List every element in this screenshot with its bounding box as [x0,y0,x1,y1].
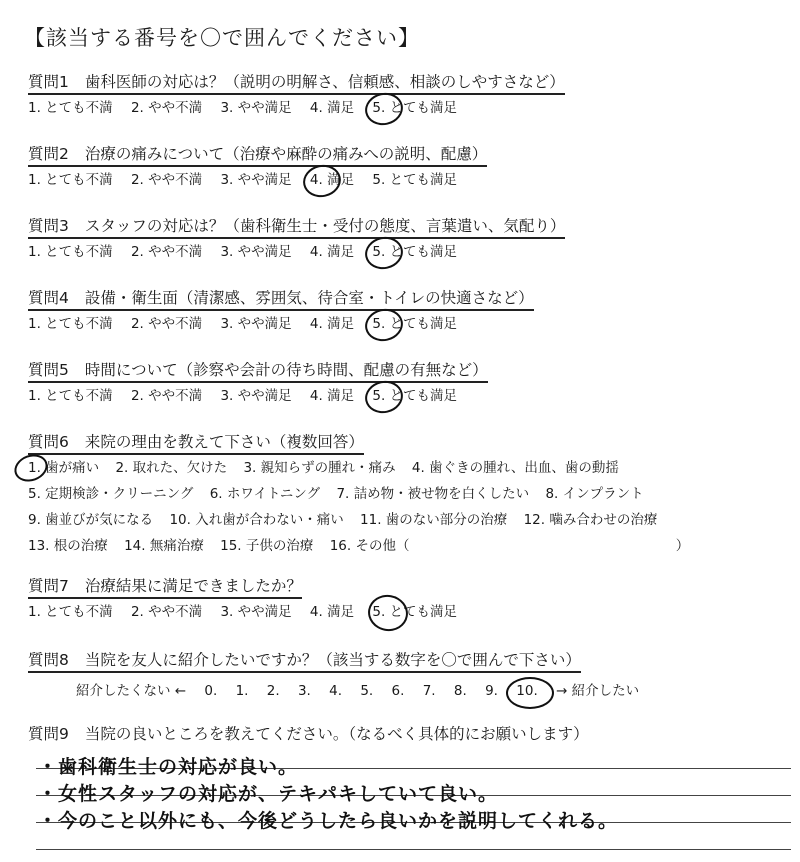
reason-row [28,533,788,559]
scale-3[interactable]: 3. [297,683,311,699]
option-1[interactable]: 1. とても不満 [28,172,113,188]
question-5 [28,360,788,407]
option-3[interactable]: 3. やや満足 [220,388,292,404]
option-1[interactable]: 1. とても不満 [28,244,113,260]
option-4[interactable]: 4. 満足 [309,604,355,620]
scale-9[interactable]: 9. [485,683,498,699]
reason-16-other[interactable]: 16. その他（ [329,538,410,554]
option-list [28,313,788,335]
reason-12[interactable]: 12. 噛み合わせの治療 [523,512,658,528]
option-1[interactable]: 1. とても不満 [28,100,113,116]
question-8 [28,650,788,699]
option-2[interactable]: 2. やや不満 [130,604,203,620]
handwritten-answer-2: ・女性スタッフの対応が、テキパキしていて良い。 [38,783,499,805]
question-number: 質問8 [28,651,69,669]
reason-row [28,481,788,507]
handwritten-answer-1: ・歯科衛生士の対応が良い。 [38,756,299,778]
scale-2[interactable]: 2. [266,683,280,699]
reason-7[interactable]: 7. 詰め物・被せ物を白くしたい [336,486,530,502]
option-list [28,97,788,119]
reason-3[interactable]: 3. 親知らずの腫れ・痛み [243,460,396,476]
reason-13[interactable]: 13. 根の治療 [28,538,108,554]
scale-10-selected[interactable]: 10. [516,683,538,699]
option-1[interactable]: 1. とても不満 [28,316,113,332]
option-2[interactable]: 2. やや不満 [130,172,203,188]
option-2[interactable]: 2. やや不満 [130,316,203,332]
reason-5[interactable]: 5. 定期検診・クリーニング [28,486,194,502]
option-5-selected[interactable]: 5. とても満足 [372,97,457,119]
question-6 [28,432,788,559]
question-text: スタッフの対応は？（歯科衛生士・受付の態度、言葉遣い、気配り） [84,217,566,235]
question-title [28,650,581,673]
scale-4[interactable]: 4. [329,683,343,699]
option-list [28,241,788,263]
option-3[interactable]: 3. やや満足 [220,604,292,620]
reason-row [28,507,788,533]
option-5-selected[interactable]: 5. とても満足 [372,241,457,263]
reason-11[interactable]: 11. 歯のない部分の治療 [360,512,508,528]
reason-options [28,455,788,559]
question-title [28,144,487,167]
question-number: 質問5 [28,361,69,379]
question-number: 質問3 [28,217,69,235]
option-5-selected[interactable]: 5. とても満足 [372,601,457,623]
question-1 [28,72,788,119]
page-title: 【該当する番号を〇で囲んでください】 [24,26,420,50]
question-text: 当院を友人に紹介したいですか？（該当する数字を〇で囲んで下さい） [84,651,581,669]
option-1[interactable]: 1. とても不満 [28,604,113,620]
reason-15[interactable]: 15. 子供の治療 [220,538,314,554]
scale-left-label: 紹介したくない ← [76,683,187,699]
option-4-selected[interactable]: 4. 満足 [310,169,354,191]
option-5-selected[interactable]: 5. とても満足 [372,313,457,335]
option-2[interactable]: 2. やや不満 [130,388,203,404]
question-number: 質問1 [28,73,69,91]
question-text: 歯科医師の対応は？（説明の明解さ、信頼感、相談のしやすさなど） [84,73,565,91]
scale-0[interactable]: 0. [204,683,218,699]
question-9 [28,722,788,744]
option-5-selected[interactable]: 5. とても満足 [372,385,457,407]
option-list [28,601,788,623]
handwritten-answer-3: ・今のこと以外にも、今後どうしたら良いかを説明してくれる。 [38,810,619,832]
option-list [28,169,788,191]
reason-2[interactable]: 2. 取れた、欠けた [115,460,228,476]
question-text: 来院の理由を教えて下さい（複数回答） [84,433,364,451]
question-number: 質問7 [28,577,69,595]
scale-1[interactable]: 1. [235,683,249,699]
reason-9[interactable]: 9. 歯並びが気になる [28,512,154,528]
option-3[interactable]: 3. やや満足 [220,316,292,332]
question-title [28,216,565,239]
reason-6[interactable]: 6. ホワイトニング [209,486,321,502]
question-number: 質問4 [28,289,69,307]
question-2 [28,144,788,191]
question-text: 治療結果に満足できましたか？ [84,577,302,595]
reason-14[interactable]: 14. 無痛治療 [124,538,204,554]
question-title [28,72,565,95]
question-title [28,432,364,455]
option-1[interactable]: 1. とても不満 [28,388,113,404]
question-text: 設備・衛生面（清潔感、雰囲気、待合室・トイレの快適さなど） [84,289,534,307]
scale-6[interactable]: 6. [391,683,405,699]
option-4[interactable]: 4. 満足 [309,100,355,116]
option-list [28,385,788,407]
question-4 [28,288,788,335]
option-3[interactable]: 3. やや満足 [220,100,292,116]
option-4[interactable]: 4. 満足 [309,388,355,404]
scale-7[interactable]: 7. [422,683,436,699]
question-text: 治療の痛みについて（治療や麻酔の痛みへの説明、配慮） [84,145,488,163]
scale-8[interactable]: 8. [453,683,467,699]
reason-10[interactable]: 10. 入れ歯が合わない・痛い [169,512,344,528]
option-4[interactable]: 4. 満足 [309,316,355,332]
option-5[interactable]: 5. とても満足 [372,172,458,188]
question-3 [28,216,788,263]
question-number: 質問6 [28,433,69,451]
question-text: 当院の良いところを教えてください。（なるべく具体的にお願いします） [84,725,589,743]
scale-right-label: → 紹介したい [556,683,640,699]
question-title [28,360,488,383]
question-number: 質問2 [28,145,69,163]
question-title [28,722,788,744]
reason-1-selected[interactable]: 1. 歯が痛い [28,455,99,481]
question-title [28,576,302,599]
option-2[interactable]: 2. やや不満 [130,100,203,116]
question-text: 時間について（診察や会計の待ち時間、配慮の有無など） [84,361,488,379]
reason-row [28,455,788,481]
question-number: 質問9 [28,725,69,743]
scale-5[interactable]: 5. [360,683,374,699]
option-3[interactable]: 3. やや満足 [220,244,292,260]
question-7 [28,576,788,623]
option-4[interactable]: 4. 満足 [309,244,355,260]
option-3[interactable]: 3. やや満足 [220,172,292,188]
recommend-scale [76,679,788,699]
reason-8[interactable]: 8. インプラント [545,486,644,502]
option-2[interactable]: 2. やや不満 [130,244,203,260]
reason-4[interactable]: 4. 歯ぐきの腫れ、出血、歯の動揺 [411,460,619,476]
question-title [28,288,534,311]
other-close-paren: ） [675,538,690,554]
